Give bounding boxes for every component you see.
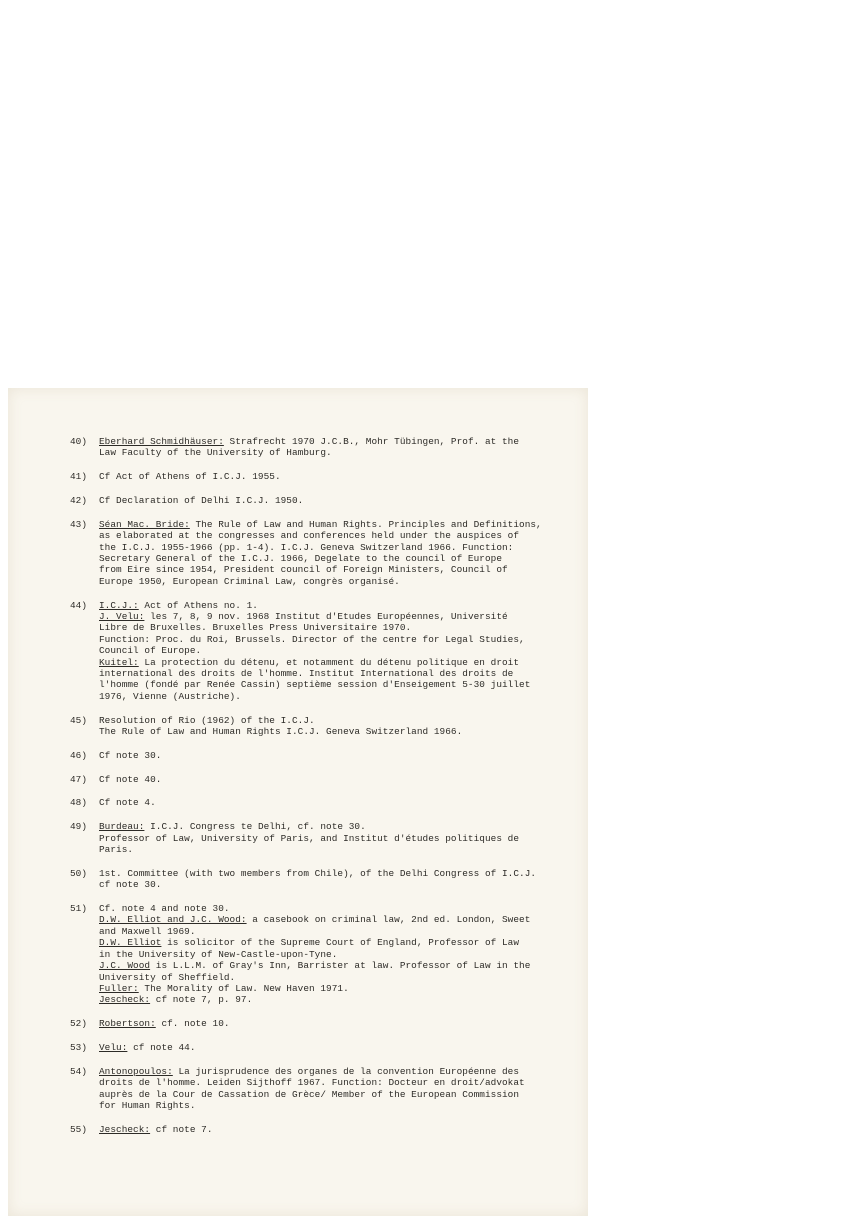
citation-text: Council of Europe. (99, 645, 202, 657)
footnote-number: 45) (70, 714, 88, 726)
footnote-item (70, 495, 570, 506)
footnote-line (99, 1089, 570, 1100)
citation-text: Cf note 30. (99, 749, 162, 761)
citation-text: University of Sheffield. (99, 971, 236, 983)
footnote-item (70, 519, 570, 587)
citation-text: is solicitor of the Supreme Court of England, Professor of Law (161, 937, 520, 949)
footnote-item (70, 868, 570, 891)
footnote-item (70, 436, 570, 459)
footnote-number: 51) (70, 903, 88, 915)
footnote-line (99, 1100, 570, 1111)
footnote-line (99, 715, 570, 726)
citation-text: is L.L.M. of Gray's Inn, Barrister at law. Professor of Law in the (150, 960, 531, 972)
footnote-line (99, 611, 570, 622)
citation-text: for Human Rights. (99, 1099, 196, 1111)
citation-text: cf note 7, p. 97. (150, 994, 253, 1006)
footnote-line (99, 576, 570, 587)
cited-author: Jescheck: (99, 994, 151, 1006)
footnote-line (99, 960, 570, 971)
citation-text: Paris. (99, 844, 134, 856)
footnote-line (99, 994, 570, 1005)
footnote-text (99, 519, 570, 587)
footnote-number: 42) (70, 495, 88, 506)
footnote-line (99, 797, 570, 808)
citation-text: Function: Proc. du Roi, Brussels. Director of the centre for Legal Studies, (99, 633, 525, 645)
footnote-text (99, 600, 570, 703)
footnote-number: 46) (70, 749, 88, 761)
citation-text: La jurisprudence des organes de la convention Européenne des (172, 1065, 520, 1077)
citation-text: cf. note 10. (155, 1018, 230, 1030)
citation-text: Resolution of Rio (1962) of the I.C.J. (99, 714, 315, 726)
footnote-item (70, 750, 570, 761)
citation-text: droits de l'homme. Leiden Sijthoff 1967. Function: Docteur en droit/advokat (99, 1077, 525, 1089)
footnote-line (99, 726, 570, 737)
footnote-number: 48) (70, 797, 88, 809)
footnote-line (99, 774, 570, 785)
citation-text: The Morality of Law. New Haven 1971. (138, 982, 349, 994)
citation-text: international des droits de l'homme. Institut International des droits de (99, 668, 514, 680)
footnote-number: 41) (70, 471, 88, 483)
footnote-line (99, 1018, 570, 1029)
citation-text: cf note 30. (99, 879, 162, 891)
cited-author: Robertson: (99, 1018, 156, 1030)
citation-text: Cf note 4. (99, 797, 156, 809)
footnote-line (99, 1077, 570, 1088)
footnote-line (99, 645, 570, 656)
citation-text: The Rule of Law and Human Rights I.C.J. Geneva Switzerland 1966. (99, 726, 463, 738)
citation-text: Cf note 40. (99, 773, 162, 785)
footnote-line (99, 1066, 570, 1077)
footnote-line (99, 542, 570, 553)
footnote-number: 52) (70, 1018, 88, 1030)
cited-author: Séan Mac. Bride: (99, 518, 190, 530)
citation-text: Cf Declaration of Delhi I.C.J. 1950. (99, 495, 304, 506)
cited-author: I.C.J.: (99, 599, 139, 611)
citation-text: a casebook on criminal law, 2nd ed. London, Sweet (246, 914, 531, 926)
footnote-line (99, 600, 570, 611)
footnote-line (99, 926, 570, 937)
cited-author: Velu: (99, 1041, 128, 1053)
citation-text: 1976, Vienne (Austriche). (99, 690, 241, 702)
citation-text: cf note 44. (127, 1041, 196, 1053)
footnote-line (99, 914, 570, 925)
footnote-line (99, 447, 570, 458)
footnote-line (99, 937, 570, 948)
footnote-line (99, 1124, 570, 1135)
cited-author: Burdeau: (99, 821, 145, 833)
cited-author: Jescheck: (99, 1123, 151, 1135)
footnote-line (99, 833, 570, 844)
footnote-number: 55) (70, 1123, 88, 1135)
footnote-item (70, 1066, 570, 1112)
citation-text: from Eire since 1954, President council of Foreign Ministers, Council of (99, 564, 508, 576)
citation-text: auprès de la Cour de Cassation de Grèce/ Member of the European Commission (99, 1088, 520, 1100)
footnote-text (99, 1066, 570, 1112)
footnote-line (99, 657, 570, 668)
footnote-line (99, 530, 570, 541)
citation-text: Secretary General of the I.C.J. 1966, Degelate to the council of Europe (99, 553, 502, 565)
footnote-text (99, 436, 570, 459)
footnote-number: 53) (70, 1041, 88, 1053)
citation-text: l'homme (fondé par Renée Cassin) septième session d'Enseigement 5-30 juillet (99, 679, 531, 691)
footnote-number: 43) (70, 518, 88, 530)
footnote-line (99, 821, 570, 832)
footnote-line (99, 471, 570, 482)
footnote-line (99, 553, 570, 564)
citation-text: 1st. Committee (with two members from Chile), of the Delhi Congress of I.C.J. (99, 867, 537, 879)
footnote-text (99, 471, 570, 482)
cited-author: Kuitel: (99, 656, 139, 668)
citation-text: in the University of New-Castle-upon-Tyne. (99, 948, 338, 960)
citation-text: Europe 1950, European Criminal Law, congrès organisé. (99, 575, 400, 587)
citation-text: Libre de Bruxelles. Bruxelles Press Universitaire 1970. (99, 622, 412, 634)
footnote-number: 44) (70, 599, 88, 611)
footnote-text (99, 750, 570, 761)
footnote-item (70, 774, 570, 785)
cited-author: D.W. Elliot (99, 937, 162, 949)
cited-author: Eberhard Schmidhäuser: (99, 436, 224, 447)
citation-text: La protection du détenu, et notamment du détenu politique en droit (138, 656, 520, 668)
footnote-text (99, 774, 570, 785)
footnote-line (99, 903, 570, 914)
footnote-line (99, 519, 570, 530)
footnote-line (99, 679, 570, 690)
citation-text: the I.C.J. 1955-1966 (pp. 1-4). I.C.J. Geneva Switzerland 1966. Function: (99, 541, 514, 553)
footnote-text (99, 1124, 570, 1135)
citation-text: The Rule of Law and Human Rights. Principles and Definitions, (189, 518, 542, 530)
footnote-line (99, 949, 570, 960)
footnote-line (99, 436, 570, 447)
footnote-item (70, 821, 570, 855)
cited-author: Antonopoulos: (99, 1065, 173, 1077)
citation-text: Cf Act of Athens of I.C.J. 1955. (99, 471, 281, 483)
citation-text: Strafrecht 1970 J.C.B., Mohr Tübingen, Prof. at the (223, 436, 520, 447)
footnote-line (99, 634, 570, 645)
citation-text: I.C.J. Congress te Delhi, cf. note 30. (144, 821, 366, 833)
footnote-item (70, 1124, 570, 1135)
footnote-line (99, 972, 570, 983)
footnote-item (70, 903, 570, 1006)
cited-author: J.C. Wood (99, 960, 151, 972)
footnote-line (99, 495, 570, 506)
citation-text: Cf. note 4 and note 30. (99, 903, 230, 915)
footnote-item (70, 797, 570, 808)
footnote-number: 40) (70, 436, 88, 447)
citation-text: Law Faculty of the University of Hamburg. (99, 447, 332, 459)
footnote-line (99, 868, 570, 879)
footnote-line (99, 983, 570, 994)
footnote-text (99, 797, 570, 808)
footnote-text (99, 821, 570, 855)
footnote-line (99, 844, 570, 855)
footnote-text (99, 1018, 570, 1029)
footnote-item (70, 600, 570, 703)
citation-text: les 7, 8, 9 nov. 1968 Institut d'Etudes Européennes, Université (144, 611, 508, 623)
cited-author: D.W. Elliot and J.C. Wood: (99, 914, 247, 926)
footnote-line (99, 564, 570, 575)
footnote-line (99, 622, 570, 633)
footnote-text (99, 903, 570, 1006)
footnote-item (70, 1042, 570, 1053)
citation-text: as elaborated at the congresses and conferences held under the auspices of (99, 530, 520, 542)
footnote-number: 54) (70, 1065, 88, 1077)
footnote-number: 47) (70, 773, 88, 785)
footnote-item (70, 471, 570, 482)
cited-author: Fuller: (99, 982, 139, 994)
citation-text: and Maxwell 1969. (99, 925, 196, 937)
footnote-number: 49) (70, 821, 88, 833)
cited-author: J. Velu: (99, 611, 145, 623)
footnote-number: 50) (70, 867, 88, 879)
citation-text: cf note 7. (150, 1123, 213, 1135)
footnote-item (70, 1018, 570, 1029)
footnotes-list (70, 436, 570, 1148)
footnote-line (99, 668, 570, 679)
footnote-item (70, 715, 570, 738)
footnote-text (99, 715, 570, 738)
footnote-text (99, 1042, 570, 1053)
footnote-line (99, 750, 570, 761)
footnote-line (99, 691, 570, 702)
footnote-line (99, 879, 570, 890)
footnote-text (99, 495, 570, 506)
footnote-text (99, 868, 570, 891)
citation-text: Act of Athens no. 1. (138, 599, 258, 611)
footnote-line (99, 1042, 570, 1053)
citation-text: Professor of Law, University of Paris, and Institut d'études politiques de (99, 832, 520, 844)
